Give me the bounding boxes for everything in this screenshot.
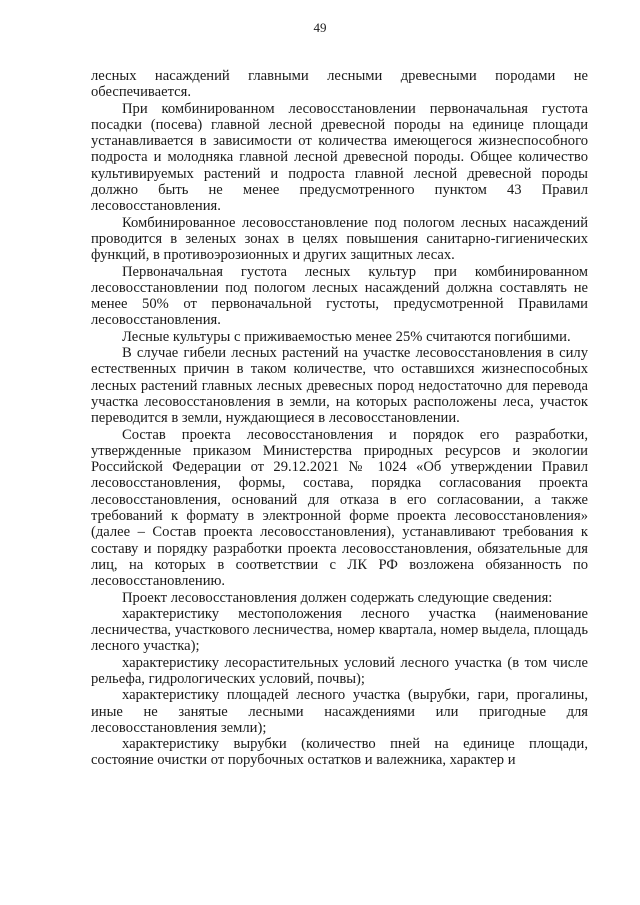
paragraph: Лесные культуры с приживаемостью менее 25% считаются погибшими.: [122, 328, 571, 345]
paragraph: В случае гибели лесных растений на участке лесовосстановления в силу естественных причин в таком количестве, что оставшихся жизнеспособных лесных растений главных лесных древесных пород недостаточно для перевода участка лесовосстановления в земли, на которых расположены леса, участок переводится в земли, нуждающиеся в лесовосстановлении.: [91, 345, 588, 427]
paragraph: лесных насаждений главными лесными древесными породами не обеспечивается.: [91, 68, 588, 101]
paragraph: При комбинированном лесовосстановлении первоначальная густота посадки (посева) главной лесной древесной породы на единице площади устанавливается в зависимости от количества имеющегося жизнеспособного подроста и молодняка главной лесной древесной породы. Общее количество культивируемых растений и подроста главной лесной древесной породы должно быть не менее предусмотренного пунктом 43 Правил лесовосстановления.: [91, 100, 588, 215]
page-number: 49: [313, 20, 327, 35]
list-item: характеристику площадей лесного участка (вырубки, гари, прогалины, иные не занятые лесными насаждениями или пригодные для лесовосстановления земли);: [91, 687, 588, 736]
list-item: характеристику лесорастительных условий лесного участка (в том числе рельефа, гидрологических условий, почвы);: [91, 654, 588, 687]
paragraph: Проект лесовосстановления должен содержать следующие сведения:: [122, 589, 553, 606]
paragraph: Комбинированное лесовосстановление под пологом лесных насаждений проводится в зеленых зонах в целях повышения санитарно-гигиенических функций, в противоэрозионных и других защитных лесах.: [91, 214, 588, 264]
list-item: характеристику вырубки (количество пней на единице площади, состояние очистки от порубочных остатков и валежника, характер и: [91, 736, 588, 769]
paragraph: Состав проекта лесовосстановления и порядок его разработки, утвержденные приказом Министерства природных ресурсов и экологии Российской Федерации от 29.12.2021 № 1024 «Об утверждении Правил лесовосстановления, формы, состава, порядка согласования проекта лесовосстановления, оснований для отказа в его согласовании, а также требований к формату в электронной форме проекта лесовосстановления» (далее – Состав проекта лесовосстановления), устанавливают требования к составу и порядку разработки проекта лесовосстановления, обязательные для лиц, на которых в соответствии с ЛК РФ возложена обязанность по лесовосстановлению.: [91, 426, 588, 590]
body-text: [91, 68, 588, 769]
list-item: характеристику местоположения лесного участка (наименование лесничества, участкового лесничества, номер квартала, номер выдела, площадь лесного участка);: [91, 605, 588, 655]
paragraph: Первоначальная густота лесных культур при комбинированном лесовосстановлении под пологом лесных насаждений должна составлять не менее 50% от первоначальной густоты, предусмотренной Правилами лесовосстановления.: [91, 263, 588, 329]
